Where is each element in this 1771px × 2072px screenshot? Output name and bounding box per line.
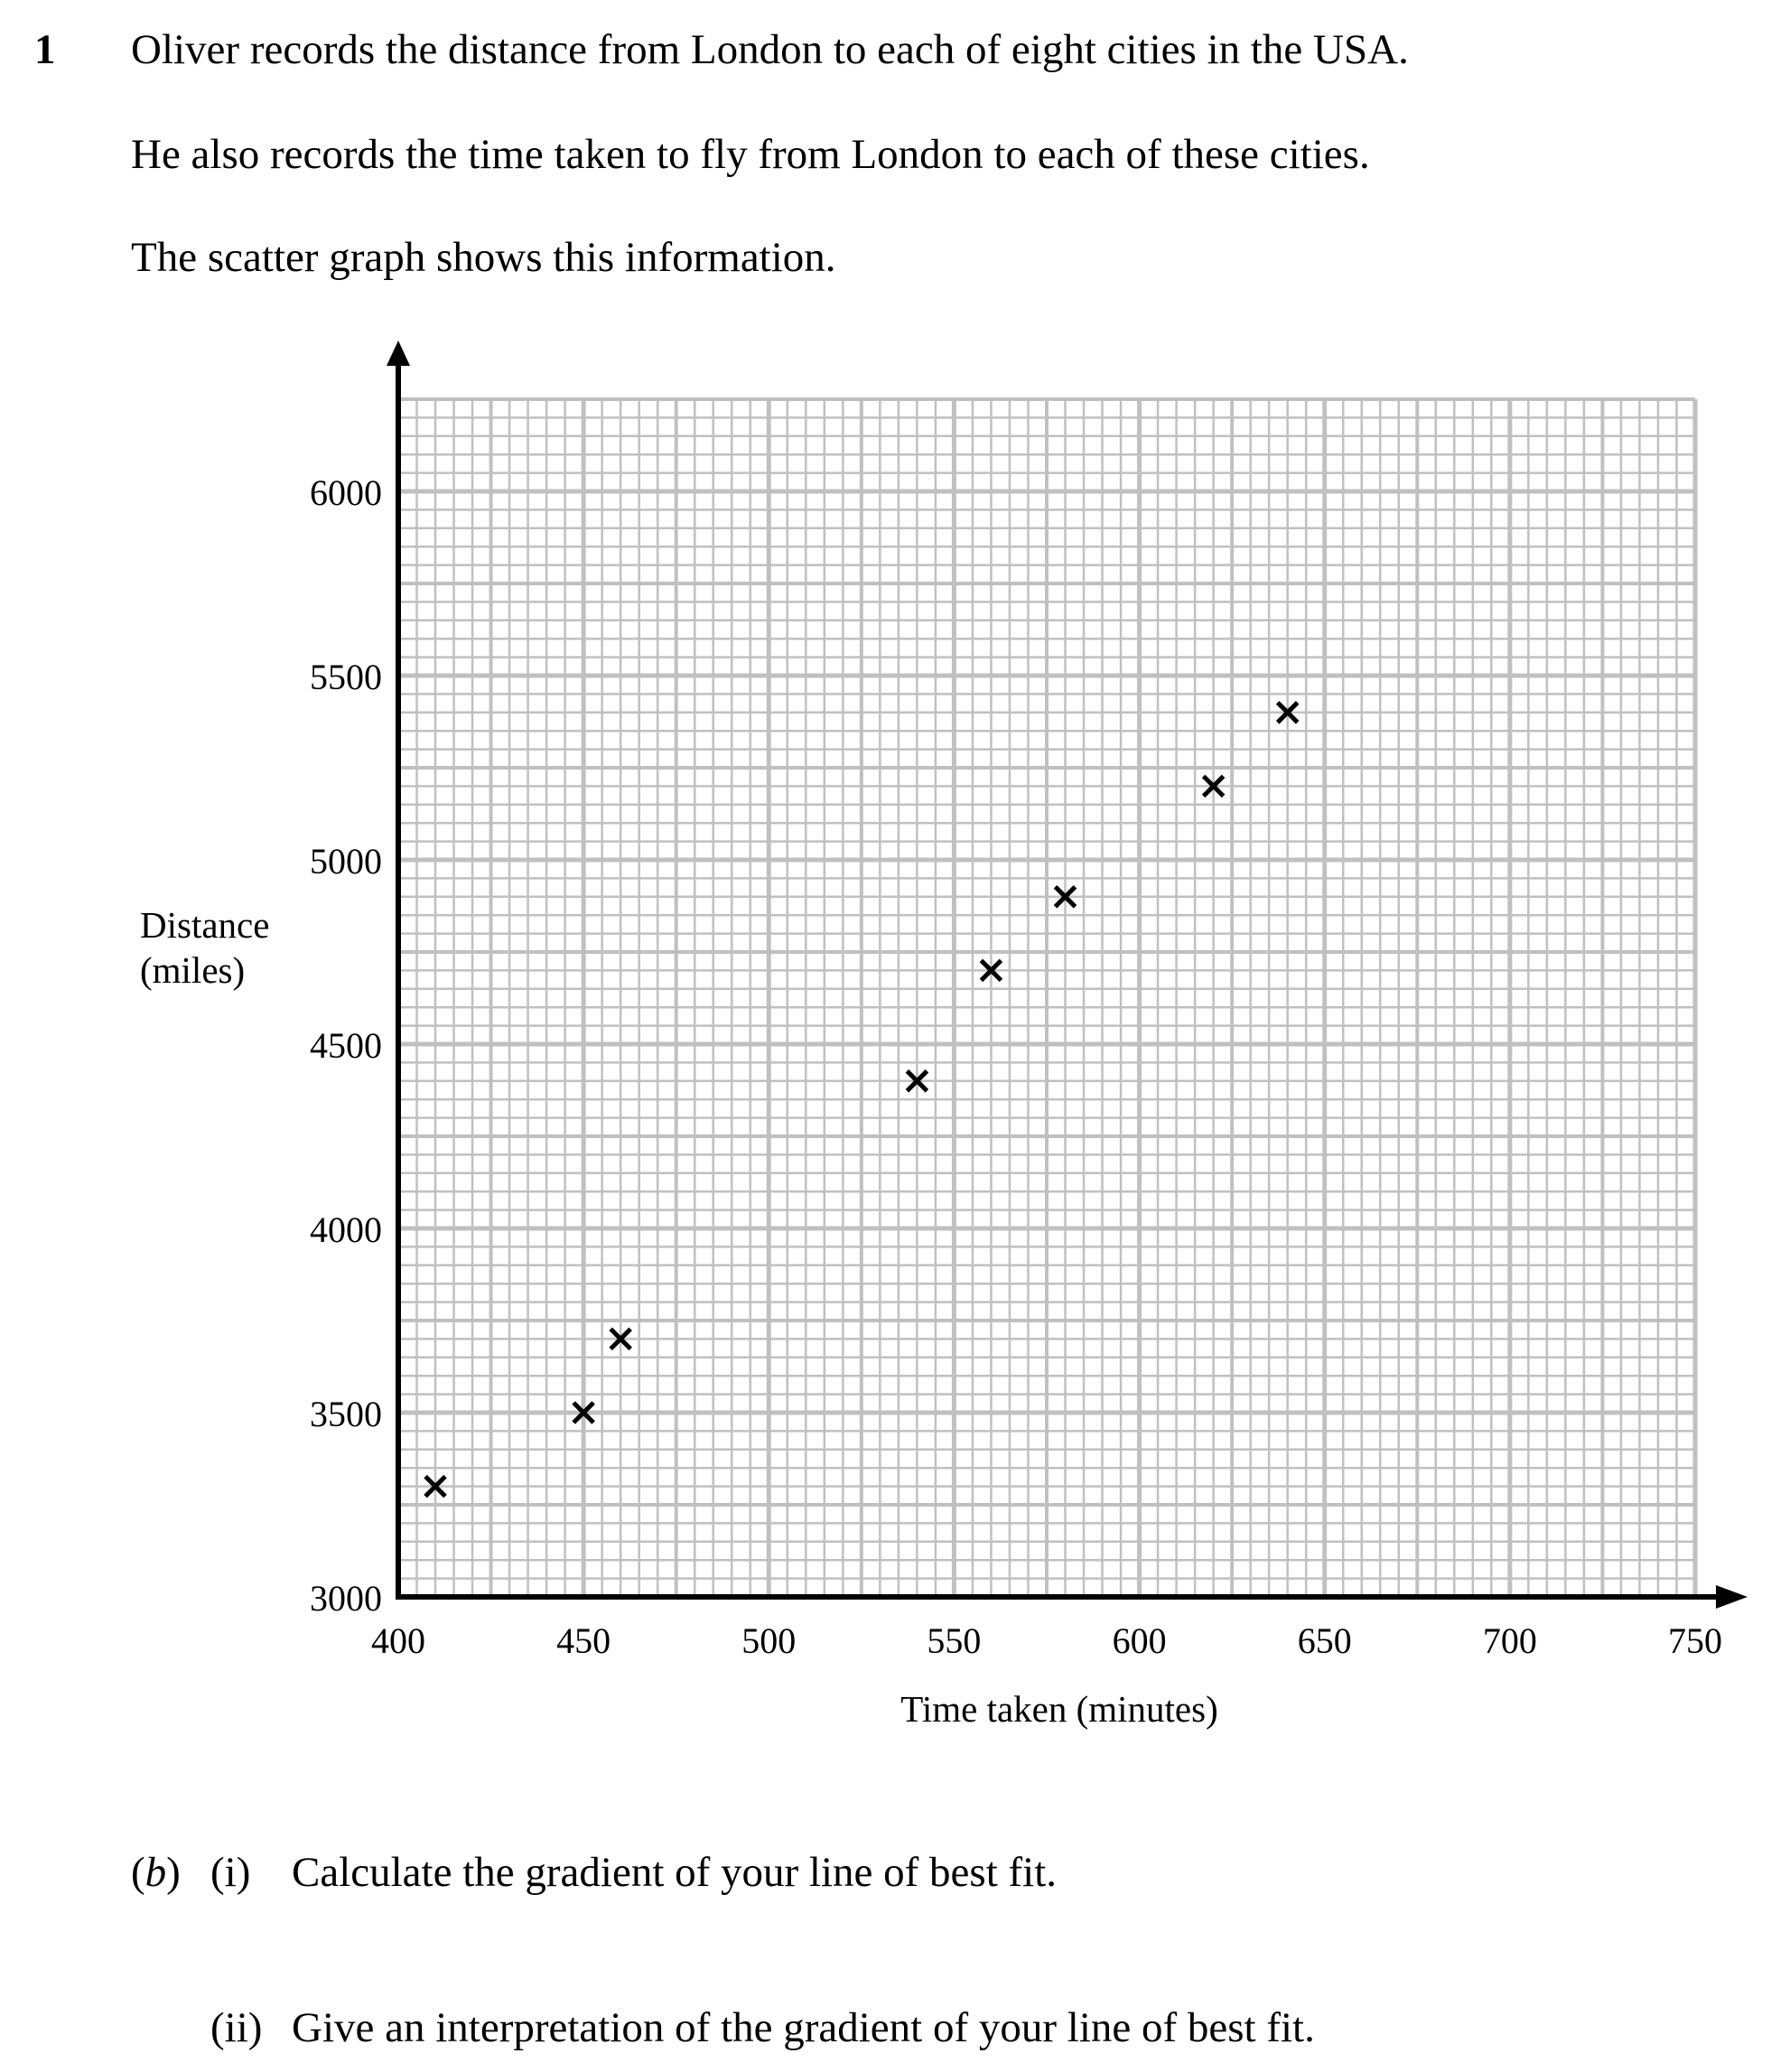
part-b-label: (b): [131, 1849, 181, 1896]
y-tick-label: 5000: [310, 841, 382, 882]
x-tick-label: 450: [556, 1620, 611, 1661]
y-tick-label: 4500: [310, 1025, 382, 1066]
x-tick-label: 400: [371, 1620, 425, 1661]
y-axis-label-line-1: Distance: [140, 904, 270, 946]
x-axis-arrow-icon: [1716, 1585, 1748, 1609]
y-tick-label: 4000: [310, 1209, 382, 1250]
x-tick-label: 750: [1668, 1620, 1722, 1661]
y-axis-arrow-icon: [387, 341, 410, 366]
y-tick-label: 3000: [310, 1578, 382, 1619]
part-ii-label: (ii): [210, 2004, 263, 2051]
x-axis-label: Time taken (minutes): [900, 1688, 1218, 1730]
x-tick-label: 550: [927, 1620, 982, 1661]
question-number: 1: [34, 26, 56, 73]
part-i-label: (i): [210, 1849, 251, 1896]
x-tick-label: 650: [1297, 1620, 1352, 1661]
question-line-2: He also records the time taken to fly from London to each of these cities.: [131, 131, 1370, 178]
question-line-3: The scatter graph shows this information.: [131, 234, 836, 281]
y-tick-label: 5500: [310, 657, 382, 697]
question-line-1: Oliver records the distance from London to each of eight cities in the USA.: [131, 26, 1409, 73]
x-tick-label: 700: [1482, 1620, 1537, 1661]
y-tick-label: 6000: [310, 472, 382, 513]
x-tick-label: 600: [1112, 1620, 1167, 1661]
y-tick-label: 3500: [310, 1394, 382, 1434]
grid: [398, 399, 1695, 1597]
x-tick-label: 500: [741, 1620, 797, 1661]
y-axis-label-line-2: (miles): [140, 949, 246, 991]
part-b-letter: b: [144, 1849, 167, 1896]
part-i-text: Calculate the gradient of your line of best fit.: [292, 1849, 1058, 1896]
part-ii-text: Give an interpretation of the gradient of your line of best fit.: [292, 2004, 1315, 2051]
